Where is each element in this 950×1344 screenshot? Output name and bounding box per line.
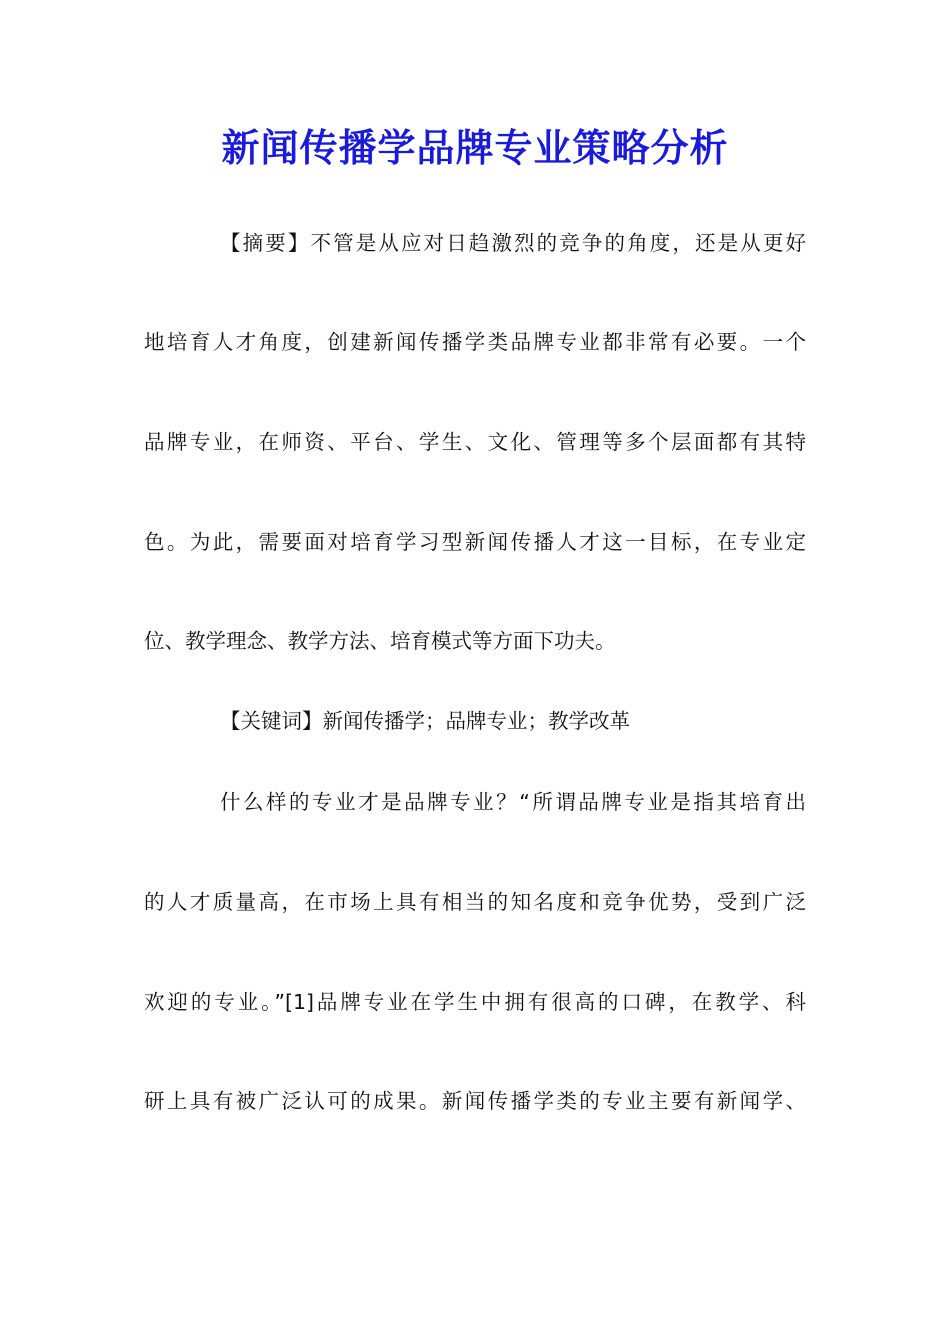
body-line-3: 欢迎的专业。”[1]品牌专业在学生中拥有很高的口碑，在教学、科: [144, 990, 806, 1014]
abstract-line-2: 地培育人才角度，创建新闻传播学类品牌专业都非常有必要。一个: [144, 330, 806, 354]
abstract-line-1: 【摘要】不管是从应对日趋激烈的竞争的角度，还是从更好: [220, 231, 806, 255]
document-title: 新闻传播学品牌专业策略分析: [221, 125, 729, 170]
body-line-4: 研上具有被广泛认可的成果。新闻传播学类的专业主要有新闻学、: [144, 1089, 806, 1113]
body-line-2: 的人才质量高，在市场上具有相当的知名度和竞争优势，受到广泛: [144, 890, 806, 914]
abstract-line-4: 色。为此，需要面对培育学习型新闻传播人才这一目标，在专业定: [144, 530, 806, 554]
abstract-line-3: 品牌专业，在师资、平台、学生、文化、管理等多个层面都有其特: [144, 430, 806, 454]
keywords-line: 【关键词】新闻传播学；品牌专业；教学改革: [220, 709, 630, 733]
body-line-1: 什么样的专业才是品牌专业？“所谓品牌专业是指其培育出: [220, 790, 806, 814]
abstract-line-5: 位、教学理念、教学方法、培育模式等方面下功夫。: [144, 629, 616, 653]
